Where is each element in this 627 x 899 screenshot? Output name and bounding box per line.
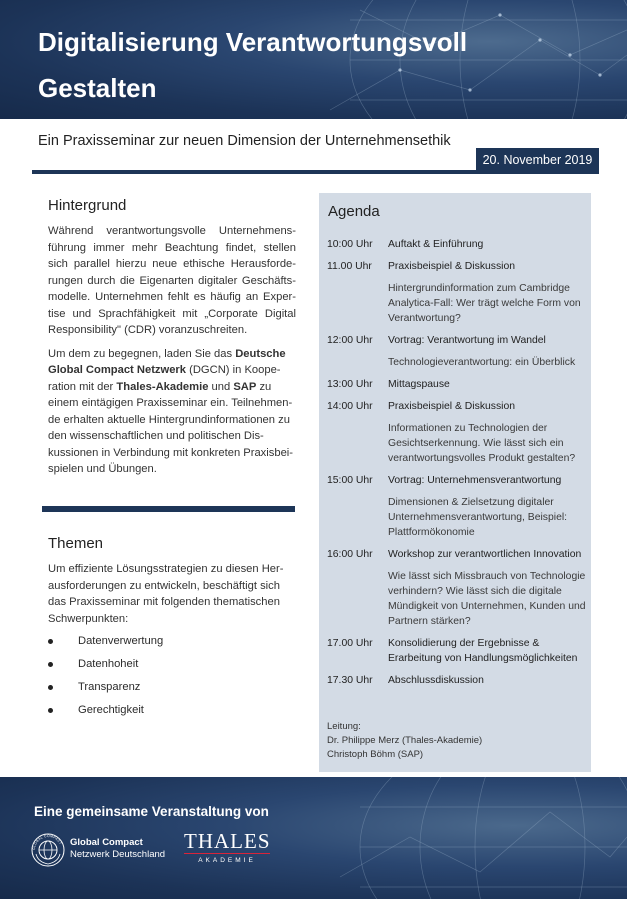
- text-run: (DGCN) in Koope-ration mit der: [48, 364, 281, 393]
- bullet-icon: [48, 662, 53, 667]
- agenda-row-detail: [327, 569, 587, 629]
- text-line: tise und Sprachfähigkeit mit „Corporate Digital: [48, 307, 296, 320]
- agenda-text: Hintergrundinformation zum Cambridge Analytica-Fall: Wer trägt welche Form von Verantwortung?: [388, 283, 581, 324]
- leitung-label: Leitung:: [327, 721, 361, 732]
- text-bold-dgcn: Deutsche Global Compact Netzwerk: [48, 347, 286, 376]
- footer-banner: [0, 777, 627, 899]
- agenda-time: [327, 421, 388, 466]
- agenda-text: Informationen zu Technologien der Gesichtserkennung. Wie lässt sich ein verantwortungsvolles Produkt gestalten?: [388, 423, 576, 464]
- page-subtitle: Ein Praxisseminar zur neuen Dimension der Unternehmensethik: [38, 133, 451, 149]
- bullet-icon: [48, 708, 53, 713]
- header-banner: [0, 0, 627, 119]
- list-item: [48, 676, 296, 699]
- agenda-text: Wie lässt sich Missbrauch von Technologie verhindern? Wie lässt sich die digitale Mündigkeit von Unternehmen, Kunden und Partnern stärken?: [388, 571, 586, 627]
- text-line: rungen durch die Eigenarten digitaler Geschäfts-: [48, 274, 296, 287]
- agenda-row: [327, 673, 587, 688]
- agenda-text: Workshop zur verantwortlichen Innovation: [388, 549, 582, 560]
- text-run: zu einem eintägigen Praxisseminar ein. Teilnehmen-de erhalten aktuelle Hintergrundinformationen zu den wissenschaftlichen und politischen Dis-kussionen in Verbindung mit konkreten Praxisbei-spielen und Übungen.: [48, 380, 294, 475]
- agenda-time: 17.30 Uhr: [327, 675, 373, 686]
- agenda-time: [327, 569, 388, 629]
- title-line-2: Gestalten: [38, 73, 157, 103]
- list-item-label: Gerechtigkeit: [78, 704, 144, 716]
- thales-name: THALES: [184, 829, 271, 853]
- agenda-row: [327, 399, 587, 414]
- text-bold-thales: Thales-Akademie: [116, 380, 209, 393]
- agenda-text: Auftakt & Einführung: [388, 239, 484, 250]
- gc-name: Global Compact: [70, 837, 143, 848]
- agenda-time: 17.00 Uhr: [327, 638, 373, 649]
- agenda-time: [327, 355, 388, 370]
- thales-accent-line: [184, 853, 270, 854]
- agenda-row: [327, 333, 587, 348]
- list-item-label: Datenverwertung: [78, 635, 164, 647]
- agenda-leitung: [327, 720, 482, 762]
- agenda-panel: [319, 193, 591, 772]
- agenda-time: 16:00 Uhr: [327, 549, 373, 560]
- agenda-time: [327, 281, 388, 326]
- section-hintergrund: [48, 197, 296, 485]
- global-compact-logo-icon: [30, 832, 66, 868]
- hintergrund-heading: Hintergrund: [48, 197, 127, 214]
- agenda-row: [327, 636, 587, 666]
- bullet-icon: [48, 685, 53, 690]
- text-run: und: [208, 380, 234, 393]
- text-line: modelle. Unternehmen fehlt es häufig an Exper-: [48, 291, 296, 303]
- agenda-row: [327, 237, 587, 252]
- agenda-text: Vortrag: Unternehmensverantwortung: [388, 475, 562, 486]
- thales-akademie-logo: [184, 830, 270, 865]
- divider-middle: [42, 506, 295, 512]
- themen-intro: Um effiziente Lösungsstrategien zu diesen Her-ausforderungen zu entwickeln, beschäftigt sich das Praxisseminar mit folgenden thematischen Schwerpunkten:: [48, 563, 284, 625]
- agenda-row: [327, 473, 587, 488]
- agenda-time: 12:00 Uhr: [327, 335, 373, 346]
- themen-list: [48, 630, 296, 722]
- agenda-time: 10:00 Uhr: [327, 239, 373, 250]
- agenda-row-detail: [327, 495, 587, 540]
- themen-heading: Themen: [48, 535, 104, 552]
- agenda-text: Konsolidierung der Ergebnisse & Erarbeitung von Handlungsmöglichkeiten: [388, 638, 578, 664]
- agenda-time: 13:00 Uhr: [327, 379, 373, 390]
- hintergrund-paragraph-2: [48, 346, 296, 478]
- date-badge: 20. November 2019: [476, 148, 599, 172]
- leitung-name: Dr. Philippe Merz (Thales-Akademie): [327, 735, 483, 746]
- text-line: sich parallel hierzu neue ethische Herausforde-: [48, 258, 296, 270]
- leitung-name: Christoph Böhm (SAP): [327, 749, 424, 760]
- agenda-time: 15:00 Uhr: [327, 475, 373, 486]
- agenda-row: [327, 377, 587, 392]
- list-item: [48, 630, 296, 653]
- agenda-text: Praxisbeispiel & Diskussion: [388, 401, 516, 412]
- agenda-text: Praxisbeispiel & Diskussion: [388, 261, 516, 272]
- list-item: [48, 653, 296, 676]
- thales-sub: AKADEMIE: [198, 857, 256, 864]
- text-run: Um dem zu begegnen, laden Sie das: [48, 347, 236, 360]
- gc-sub: Netzwerk Deutschland: [70, 849, 166, 860]
- text-line: Während verantwortungsvolle Unternehmens-: [48, 225, 296, 237]
- gc-ring-text: GLOBAL COMPACT: [31, 833, 63, 851]
- bullet-icon: [48, 639, 53, 644]
- agenda-time: [327, 495, 388, 540]
- list-item-label: Datenhoheit: [78, 658, 139, 670]
- agenda-text: Mittagspause: [388, 379, 450, 390]
- agenda-text: Dimensionen & Zielsetzung digitaler Unternehmensverantwortung, Beispiel: Plattformökonomie: [388, 497, 568, 538]
- text-bold-sap: SAP: [233, 380, 257, 393]
- list-item: [48, 699, 296, 722]
- agenda-time: 11.00 Uhr: [327, 261, 372, 272]
- agenda-row-detail: [327, 355, 587, 370]
- agenda-text: Vortrag: Verantwortung im Wandel: [388, 335, 546, 346]
- agenda-row-detail: [327, 421, 587, 466]
- list-item-label: Transparenz: [78, 681, 141, 693]
- footer-title: Eine gemeinsame Veranstaltung von: [34, 804, 269, 819]
- hintergrund-paragraph-1: [48, 223, 296, 339]
- agenda-text: Abschlussdiskussion: [388, 675, 484, 686]
- text-line: Responsibility" (CDR) voranzuschreiten.: [48, 324, 248, 336]
- text-line: führung immer mehr Beachtung findet, stellen: [48, 241, 296, 254]
- agenda-row: [327, 547, 587, 562]
- agenda-list: [327, 237, 587, 695]
- global-compact-name: [70, 837, 165, 861]
- agenda-text: Technologieverantwortung: ein Überblick: [388, 357, 576, 368]
- agenda-row-detail: [327, 281, 587, 326]
- agenda-time: 14:00 Uhr: [327, 401, 373, 412]
- title-line-1: Digitalisierung Verantwortungsvoll: [38, 27, 468, 57]
- agenda-heading: Agenda: [328, 203, 380, 220]
- agenda-row: [327, 259, 587, 274]
- section-themen: [48, 535, 296, 722]
- svg-text:GLOBAL COMPACT: [32, 834, 63, 850]
- page-title: [38, 19, 598, 111]
